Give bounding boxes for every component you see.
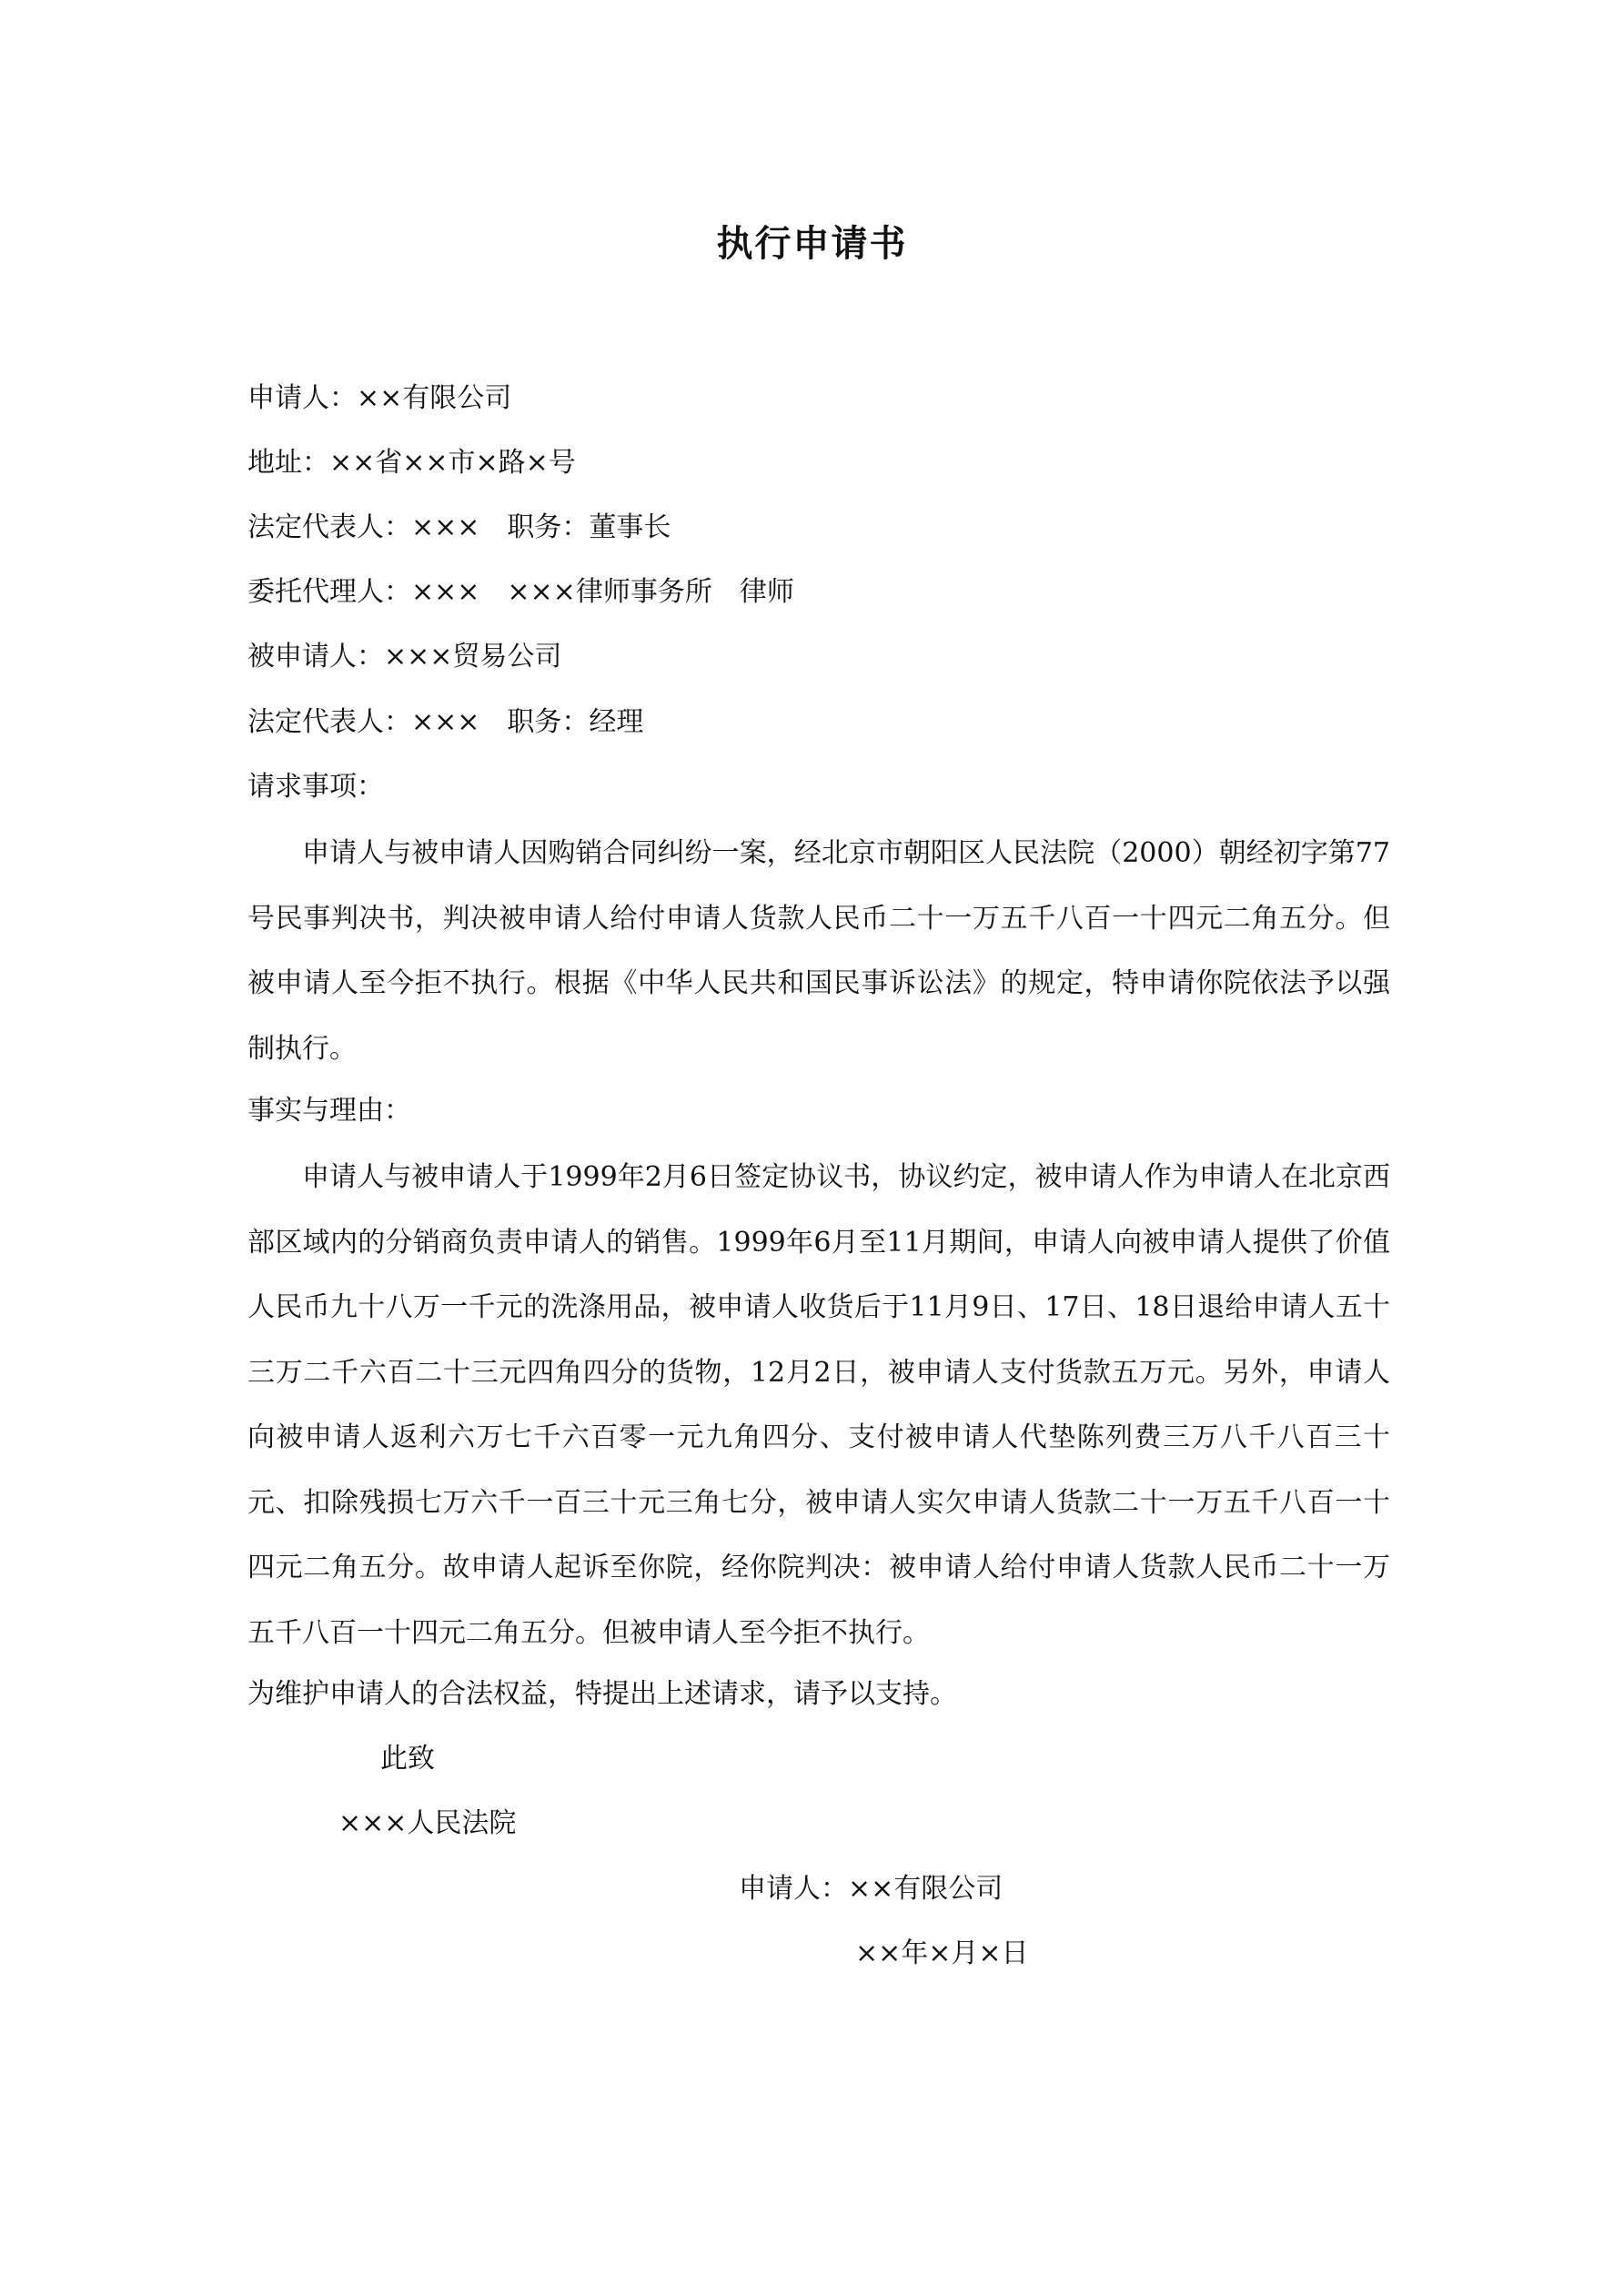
agent-line: 委托代理人：××× ×××律师事务所 律师 bbox=[247, 576, 794, 608]
facts-body: 申请人与被申请人于1999年2月6日签定协议书，协议约定，被申请人作为申请人在北京西部区域内的分销商负责申请人的销售。1999年6月至11月期间，申请人向被申请人提供了价值人民币九十八万一千元的洗涤用品，被申请人收货后于11月9日、17日、18日退给申请人五十三万二千六百二十三元四角四分的货物，12月2日，被申请人支付货款五万元。另外，申请人向被申请人返利六万七千六百零一元九角四分、支付被申请人代垫陈列费三万八千八百三十元、扣除残损七万六千一百三十元三角七分，被申请人实欠申请人货款二十一万五千八百一十四元二角五分。故申请人起诉至你院，经你院判决：被申请人给付申请人货款人民币二十一万五千八百一十四元二角五分。但被申请人至今拒不执行。 bbox=[247, 1161, 1390, 1649]
court-line: ×××人民法院 bbox=[338, 1807, 517, 1839]
document-title: 执行申请书 bbox=[716, 223, 908, 265]
claims-heading: 请求事项： bbox=[247, 771, 384, 803]
respondent-line: 被申请人：×××贸易公司 bbox=[247, 641, 562, 673]
salutation: 此致 bbox=[380, 1743, 435, 1775]
facts-heading: 事实与理由： bbox=[247, 1095, 411, 1127]
signature-line: 申请人：××有限公司 bbox=[739, 1873, 1004, 1905]
address-line: 地址：××省××市×路×号 bbox=[247, 447, 576, 479]
date-line: ××年×月×日 bbox=[855, 1937, 1029, 1969]
respondent-representative-line: 法定代表人：××× 职务：经理 bbox=[247, 706, 644, 738]
claims-body: 申请人与被申请人因购销合同纠纷一案，经北京市朝阳区人民法院（2000）朝经初字第77号民事判决书，判决被申请人给付申请人货款人民币二十一万五千八百一十四元二角五分。但被申请人至今拒不执行。根据《中华人民共和国民事诉讼法》的规定，特申请你院依法予以强制执行。 bbox=[247, 837, 1390, 1065]
applicant-representative-line: 法定代表人：××× 职务：董事长 bbox=[247, 511, 671, 543]
closing-sentence: 为维护申请人的合法权益，特提出上述请求，请予以支持。 bbox=[247, 1678, 957, 1710]
applicant-line: 申请人：××有限公司 bbox=[247, 382, 512, 414]
